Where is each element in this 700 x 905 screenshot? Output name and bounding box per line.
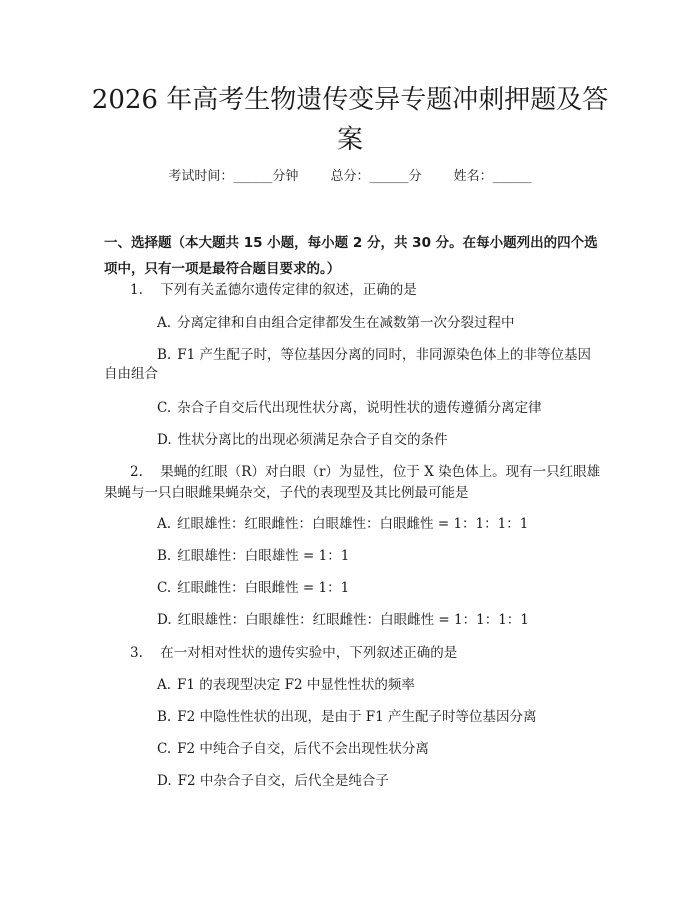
option-letter: A. — [157, 677, 172, 693]
question-3-option-d — [157, 771, 389, 791]
total-score-field: 总分：______分 — [330, 169, 422, 184]
option-text: F2 中隐性性状的出现，是由于 F1 产生配子时等位基因分离 — [177, 709, 537, 725]
question-number: 1. — [130, 282, 143, 298]
section-heading: 一、选择题（本大题共 15 小题，每小题 2 分，共 30 分。在每小题列出的四个选项中，只有一项是最符合题目要求的。） — [104, 235, 598, 277]
option-text: 性状分离比的出现必须满足杂合子自交的条件 — [177, 432, 448, 448]
question-1-stem — [130, 280, 417, 300]
option-letter: A. — [157, 516, 172, 532]
option-letter: B. — [157, 347, 172, 363]
question-3-option-a — [157, 675, 415, 695]
question-1-option-b — [157, 345, 591, 365]
option-letter: B. — [157, 548, 172, 564]
option-text: 杂合子自交后代出现性状分离，说明性状的遗传遵循分离定律 — [177, 400, 542, 416]
option-text: 红眼雄性：红眼雌性：白眼雄性：白眼雌性 = 1：1：1：1 — [177, 516, 529, 532]
page-title: 2026 年高考生物遗传变异专题冲刺押题及答案 — [91, 85, 609, 155]
question-2-option-b — [157, 546, 349, 566]
question-2-option-c — [157, 578, 349, 598]
question-1-option-b-cont: 自由组合 — [104, 366, 158, 382]
question-3-option-c — [157, 739, 429, 759]
option-letter: A. — [157, 315, 172, 331]
question-text: 果蝇的红眼（R）对白眼（r）为显性，位于 X 染色体上。现有一只红眼雄 — [160, 464, 601, 480]
option-letter: C. — [157, 741, 172, 757]
question-3-stem — [130, 643, 457, 663]
option-text: 分离定律和自由组合定律都发生在减数第一次分裂过程中 — [177, 315, 515, 331]
option-letter: C. — [157, 400, 172, 416]
option-text: 红眼雄性：白眼雄性 = 1：1 — [177, 548, 350, 564]
question-text: 在一对相对性状的遗传实验中，下列叙述正确的是 — [160, 645, 458, 661]
option-letter: B. — [157, 709, 172, 725]
option-text: 红眼雌性：白眼雌性 = 1：1 — [177, 580, 350, 596]
exam-meta — [0, 166, 700, 188]
question-number: 2. — [130, 464, 143, 480]
option-text: F1 的表现型决定 F2 中显性性状的频率 — [177, 677, 415, 693]
question-2-option-d — [157, 610, 529, 630]
question-3-option-b — [157, 707, 537, 727]
question-2-stem — [130, 462, 600, 482]
option-text: F2 中杂合子自交，后代全是纯合子 — [177, 773, 389, 789]
exam-time-field: 考试时间：______分钟 — [168, 169, 299, 184]
option-text: F1 产生配子时，等位基因分离的同时，非同源染色体上的非等位基因 — [177, 347, 591, 363]
question-1-option-c — [157, 398, 542, 418]
option-text: 红眼雄性：白眼雄性：红眼雌性：白眼雌性 = 1：1：1：1 — [177, 612, 529, 628]
option-text: F2 中纯合子自交，后代不会出现性状分离 — [177, 741, 429, 757]
question-2-stem-cont: 果蝇与一只白眼雌果蝇杂交，子代的表现型及其比例最可能是 — [104, 485, 469, 501]
question-2-option-a — [157, 514, 528, 534]
question-1-option-a — [157, 313, 515, 333]
option-letter: D. — [157, 773, 172, 789]
question-number: 3. — [130, 645, 143, 661]
option-letter: D. — [157, 432, 172, 448]
name-field: 姓名：______ — [453, 169, 532, 184]
question-text: 下列有关孟德尔遗传定律的叙述，正确的是 — [160, 282, 417, 298]
option-letter: D. — [157, 612, 172, 628]
option-letter: C. — [157, 580, 172, 596]
question-1-option-d — [157, 430, 448, 450]
